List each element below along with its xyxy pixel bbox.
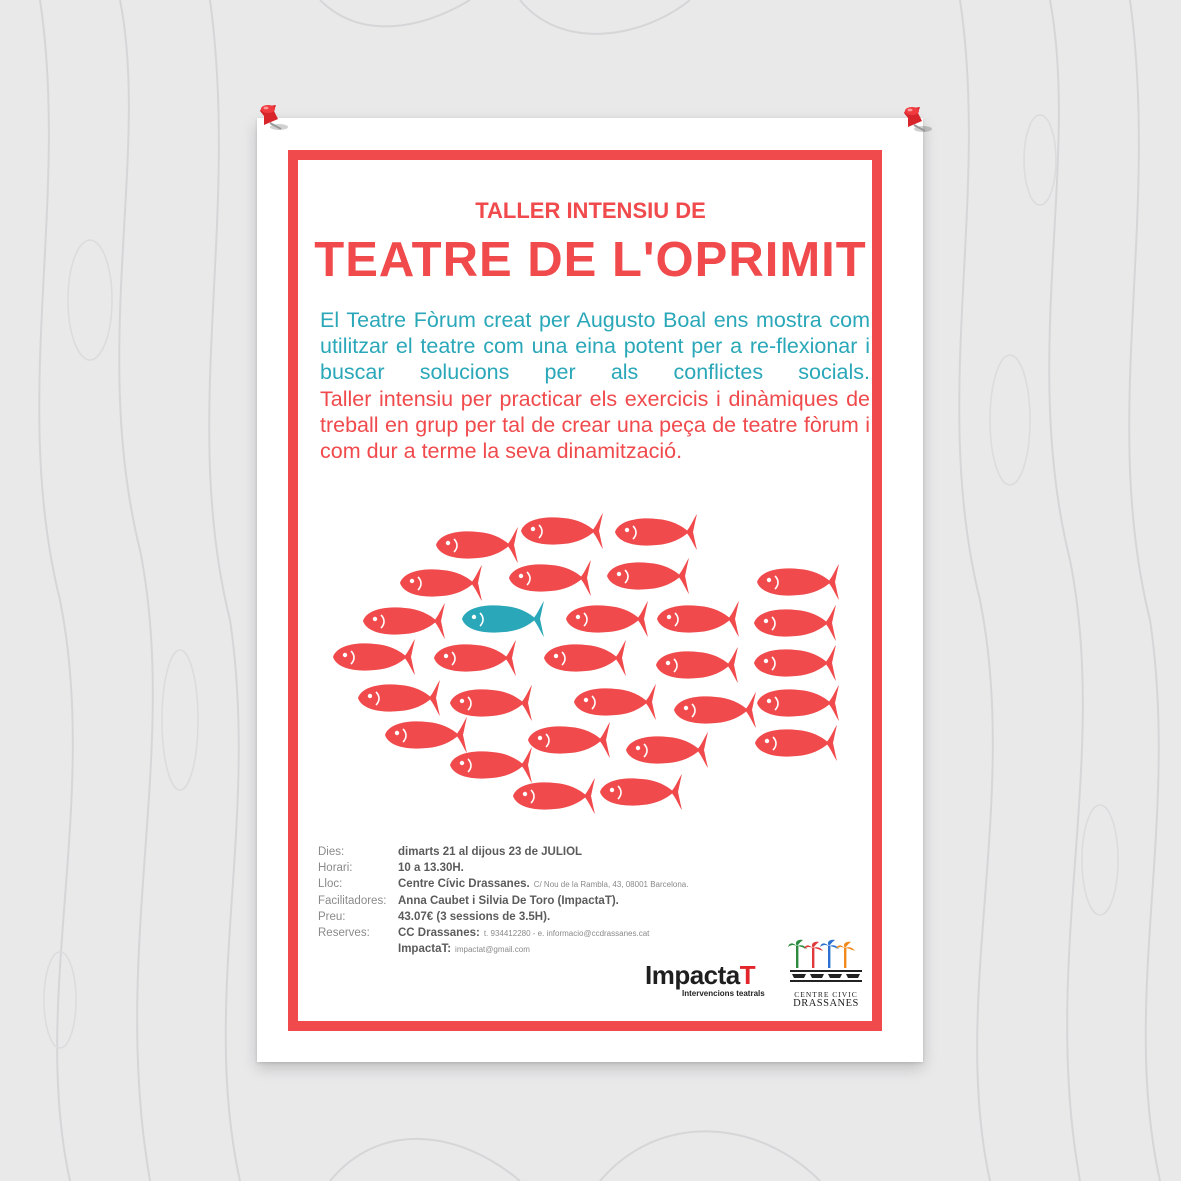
- fish-icon: [657, 601, 739, 637]
- info-value: 10 a 13.30H.: [398, 862, 464, 875]
- info-row-facilitadores: [318, 895, 758, 911]
- push-pin-icon: [254, 101, 294, 141]
- fish-icon: [450, 685, 532, 721]
- fish-icon: [528, 722, 610, 758]
- fish-icon: [674, 692, 756, 728]
- fish-icon: [358, 680, 440, 716]
- fish-icon: [566, 601, 648, 637]
- fish-icon: [450, 747, 532, 783]
- info-row-horari: [318, 862, 758, 878]
- fish-icon: [436, 527, 518, 563]
- info-extra: C/ Nou de la Rambla, 43, 08001 Barcelona.: [533, 880, 689, 890]
- main-title: TEATRE DE L'OPRIMIT: [314, 233, 867, 287]
- info-label: Reserves:: [318, 926, 370, 939]
- fish-icon: [434, 640, 516, 676]
- centre-civic-label: CENTRE CIVIC: [794, 990, 858, 999]
- info-row-dies: [318, 846, 758, 862]
- fish-icon: [363, 603, 445, 639]
- pre-title: TALLER INTENSIU DE: [475, 198, 706, 223]
- info-label: Dies:: [318, 846, 345, 858]
- info-row-reserves: [318, 927, 758, 943]
- info-label: Horari:: [318, 862, 353, 875]
- info-row-impactat: [318, 943, 758, 959]
- fish-icon: [521, 513, 603, 549]
- info-label: Facilitadores:: [318, 894, 387, 907]
- fish-icon: [607, 558, 689, 594]
- fish-icon: [385, 717, 467, 753]
- push-pin-icon: [898, 103, 938, 143]
- impactat-logo: [645, 960, 775, 998]
- intro-paragraph: El Teatre Fòrum creat per Augusto Boal ens mostra com utilitzar el teatre com una eina potent per a re-flexionar i buscar solucions per als conflictes socials.: [320, 308, 870, 384]
- teal-fish-icon: [462, 601, 544, 637]
- info-label: Preu:: [318, 910, 346, 923]
- palm-trees-icon: [788, 938, 864, 984]
- impactat-tagline: Intervencions teatrals: [682, 989, 765, 998]
- fish-icon: [400, 565, 482, 601]
- impactat-wordmark-main: Impacta: [645, 960, 740, 990]
- info-value: ImpactaT:: [398, 943, 452, 956]
- fish-icon: [757, 685, 839, 721]
- fish-icon: [509, 560, 591, 596]
- fish-icon: [754, 605, 836, 641]
- fish-icon: [615, 514, 697, 550]
- fish-school-illustration: [320, 505, 860, 820]
- info-value: 43.07€ (3 sessions de 3.5H).: [398, 910, 551, 923]
- info-label: Lloc:: [318, 878, 343, 891]
- info-value: dimarts 21 al dijous 23 de JULIOL: [398, 846, 583, 858]
- info-value: Centre Cívic Drassanes.: [398, 878, 530, 891]
- info-row-preu: [318, 911, 758, 927]
- fish-icon: [626, 732, 708, 768]
- info-value: Anna Caubet i Silvia De Toro (ImpactaT).: [398, 894, 619, 907]
- fish-icon: [754, 645, 836, 681]
- fish-icon: [755, 725, 837, 761]
- workshop-paragraph: Taller intensiu per practicar els exercicis i dinàmiques de treball en grup per tal de crear una peça de teatre fòrum i com dur a terme la seva dinamització.: [320, 387, 870, 463]
- info-row-lloc: [318, 878, 758, 894]
- impactat-wordmark-t: T: [739, 960, 756, 990]
- fish-icon: [600, 774, 682, 810]
- info-extra: t. 934412280 - e. informacio@ccdrassanes.cat: [483, 928, 650, 938]
- fish-icon: [333, 639, 415, 675]
- fish-icon: [513, 778, 595, 814]
- drassanes-label: DRASSANES: [793, 998, 859, 1009]
- fish-icon: [656, 647, 738, 683]
- fish-icon: [574, 684, 656, 720]
- info-extra: impactat@gmail.com: [455, 945, 530, 955]
- fish-icon: [544, 640, 626, 676]
- info-block: [318, 846, 758, 959]
- centre-civic-drassanes-logo: [788, 938, 864, 1009]
- fish-icon: [757, 564, 839, 600]
- impactat-wordmark: [645, 960, 775, 991]
- info-value: CC Drassanes:: [398, 926, 480, 939]
